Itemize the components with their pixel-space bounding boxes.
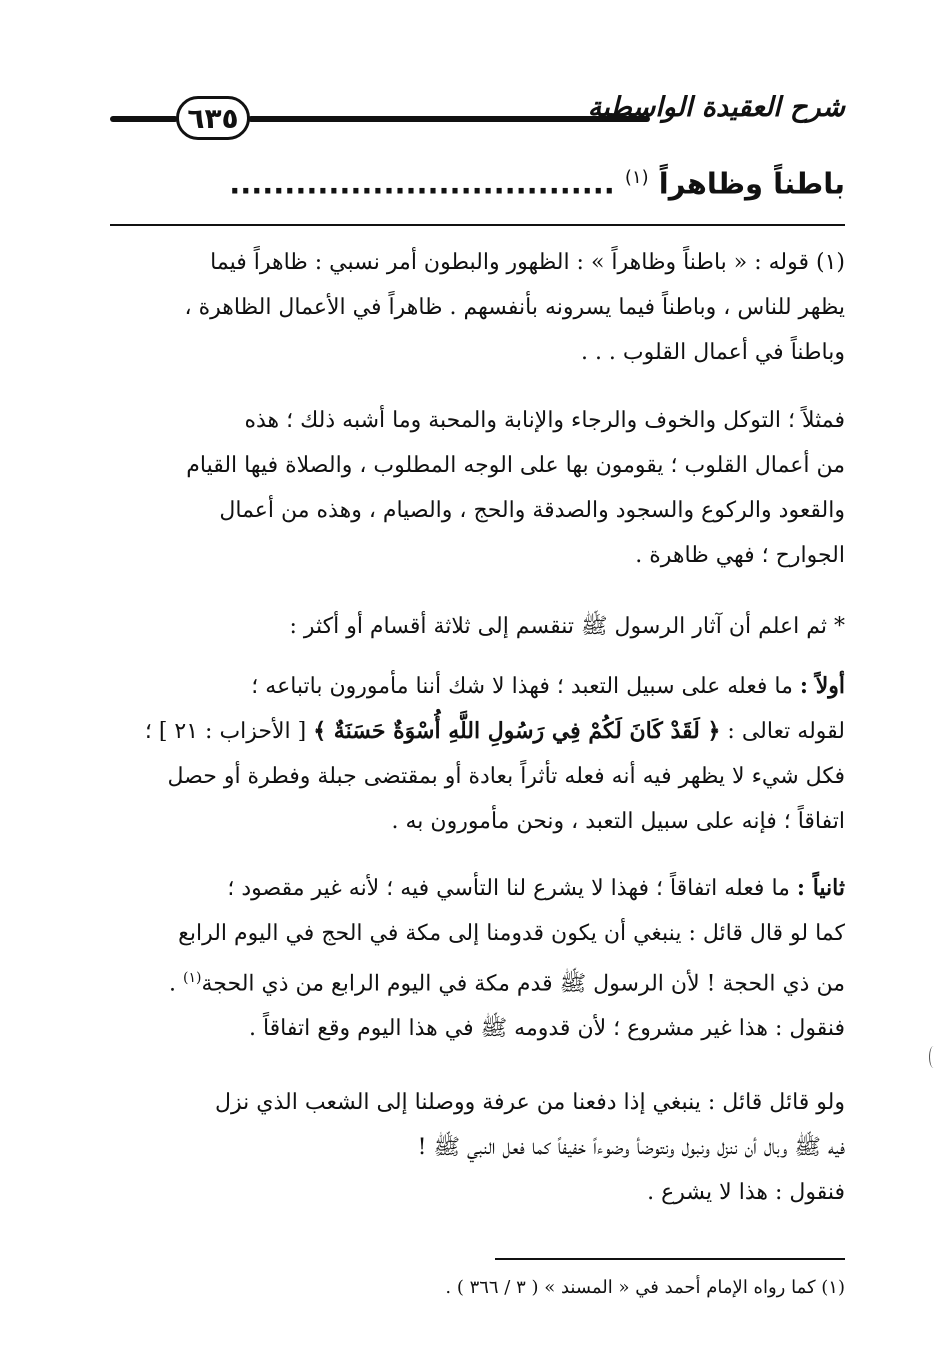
page-number: ٦٣٥ bbox=[176, 96, 250, 140]
second-line1: ما فعله اتفاقاً ؛ فهذا لا يشرع لنا التأسي فيه ؛ لأنه غير مقصود ؛ bbox=[227, 876, 797, 901]
second-line3: من ذي الحجة ! لأن الرسول ﷺ قدم مكة في اليوم الرابع من ذي الحجة bbox=[201, 971, 845, 997]
note-line: (١) قوله : « باطناً وظاهراً » : الظهور والبطون أمر نسبي : ظاهراً فيما bbox=[210, 250, 845, 275]
paragraph-third bbox=[110, 1080, 845, 1215]
paragraph-line: والقعود والركوع والسجود والصدقة والحج ، والصيام ، وهذه من أعمال bbox=[219, 498, 845, 523]
paragraph-line: فمثلاً ؛ التوكل والخوف والرجاء والإنابة والمحبة وما أشبه ذلك ؛ هذه bbox=[244, 408, 845, 433]
paragraph-line: فكل شيء لا يظهر فيه أنه فعله تأثراً بعادة أو بمقتضى جبلة وفطرة أو حصل bbox=[167, 764, 845, 789]
point-line: * ثم اعلم أن آثار الرسول ﷺ تنقسم إلى ثلاثة أقسام أو أكثر : bbox=[289, 614, 845, 639]
paragraph-point bbox=[110, 604, 845, 649]
paragraph-line: ولو قائل قائل : ينبغي إذا دفعنا من عرفة ووصلنا إلى الشعب الذي نزل bbox=[215, 1090, 845, 1115]
note-line: وباطناً في أعمال القلوب . . . bbox=[580, 340, 845, 365]
note-line: يظهر للناس ، وباطناً فيما يسرونه بأنفسهم . ظاهراً في الأعمال الظاهرة ، bbox=[184, 295, 845, 320]
paragraph-line: من أعمال القلوب ؛ يقومون بها على الوجه المطلوب ، والصلاة فيها القيام bbox=[186, 453, 845, 478]
header-rule-left bbox=[110, 116, 178, 122]
paragraph-line bbox=[110, 866, 845, 911]
paragraph-line: كما لو قال قائل : ينبغي أن يكون قدومنا إلى مكة في الحج في اليوم الرابع bbox=[178, 921, 845, 946]
commentary-note bbox=[110, 240, 845, 375]
main-line-dots: ................................... bbox=[229, 166, 615, 201]
first-line2-start: لقوله تعالى : bbox=[720, 719, 845, 744]
paragraph-line: الجوارح ؛ فهي ظاهرة . bbox=[635, 543, 845, 568]
paragraph-line: فنقول : هذا غير مشروع ؛ لأن قدومه ﷺ في هذا اليوم وقع اتفاقاً . bbox=[248, 1016, 845, 1042]
footnote-ref[interactable]: (١) bbox=[183, 970, 202, 986]
paragraph-line bbox=[110, 956, 845, 1006]
paragraph-line: اتفاقاً ؛ فإنه على سبيل التعبد ، ونحن مأمورون به . bbox=[391, 809, 845, 834]
paragraph-line: فنقول : هذا لا يشرع . bbox=[647, 1180, 845, 1205]
paragraph-line: فيه ﷺ وبال أن ننزل ونبول ونتوضأ وضوءاً خفيفاً كما فعل النبي ﷺ ! bbox=[417, 1135, 845, 1160]
main-line-ref: (١) bbox=[624, 167, 649, 188]
first-lead: أولاً : bbox=[799, 673, 845, 699]
paragraph-line bbox=[110, 709, 845, 754]
main-text-line bbox=[105, 152, 845, 204]
running-title: شرح العقيدة الواسطية bbox=[587, 92, 845, 123]
margin-mark bbox=[929, 1046, 938, 1068]
quran-verse: ﴿ لَقَدْ كَانَ لَكُمْ فِي رَسُولِ اللَّهِ أُسْوَةٌ حَسَنَةٌ ﴾ bbox=[313, 718, 721, 744]
paragraph-second bbox=[110, 866, 845, 1051]
first-line2-end: [ الأحزاب : ٢١ ] ؛ bbox=[144, 719, 314, 744]
main-line-text: باطناً وظاهراً bbox=[658, 166, 845, 201]
second-lead: ثانياً : bbox=[796, 875, 845, 901]
paragraph-examples bbox=[110, 398, 845, 578]
section-divider bbox=[110, 224, 845, 226]
second-line3-end: . bbox=[169, 971, 184, 997]
first-line1: ما فعله على سبيل التعبد ؛ فهذا لا شك أننا مأمورون باتباعه ؛ bbox=[251, 674, 800, 699]
page-header bbox=[110, 88, 845, 148]
paragraph-first bbox=[110, 664, 845, 844]
paragraph-line bbox=[110, 664, 845, 709]
footnote: (١) كما رواه الإمام أحمد في « المسند » ( ٣ / ٣٦٦ ) . bbox=[445, 1277, 845, 1298]
footnote-divider bbox=[495, 1258, 845, 1260]
